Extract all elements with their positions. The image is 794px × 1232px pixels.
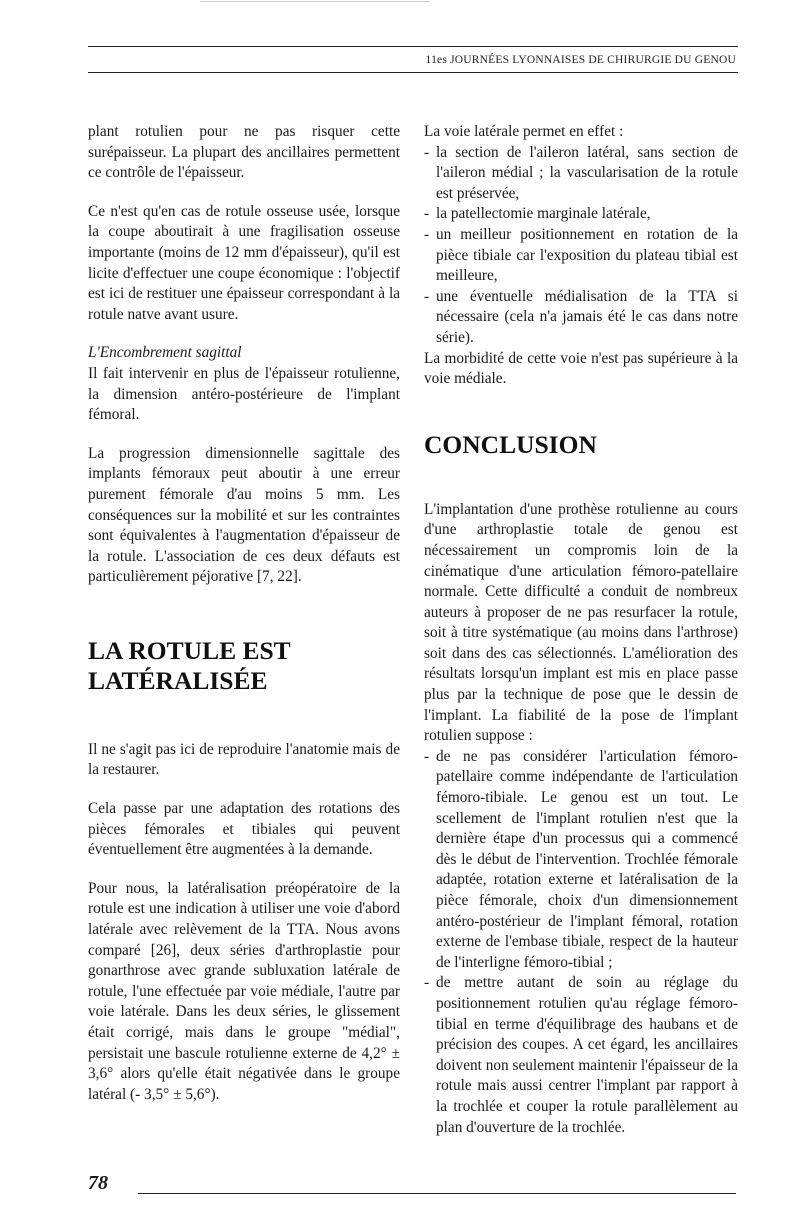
- paragraph: Il ne s'agit pas ici de reproduire l'anatomie mais de la restaurer.: [88, 740, 400, 779]
- paragraph: Cela passe par une adaptation des rotations des pièces fémorales et tibiales qui peuvent éventuellement être augmentées à la demande.: [88, 800, 400, 859]
- list-item: - de mettre autant de soin au réglage du positionnement rotulien qu'au réglage fémoro-tibial en terme d'équilibrage des haubans et de précision des coupes. A cet égard, les ancillaires doivent non seulement maintenir l'épaisseur de la rotule mais aussi centrer l'implant par rapport à la trochlée et couper la rotule parallèlement au plan d'ouverture de la trochlée.: [424, 973, 738, 1138]
- conclusion-heading: CONCLUSION: [424, 429, 597, 459]
- paragraph: Il fait intervenir en plus de l'épaisseur rotulienne, la dimension antéro-postérieure de l'implant fémoral.: [88, 364, 400, 424]
- paragraph: La morbidité de cette voie n'est pas supérieure à la voie médiale.: [424, 349, 738, 388]
- page-number: 78: [88, 1172, 108, 1194]
- paragraph: Ce n'est qu'en cas de rotule osseuse usée, lorsque la coupe aboutirait à une fragilisation osseuse importante (moins de 12 mm d'épaisseur), qu'il est licite d'effectuer une coupe économique : l'objectif est ici de restituer une épaisseur correspondant à la rotule natve avant usure.: [88, 202, 400, 323]
- section-heading-line: LA ROTULE EST: [88, 635, 291, 665]
- paragraph: Pour nous, la latéralisation préopératoire de la rotule est une indication à utiliser une voie d'abord latérale avec relèvement de la TTA. Nous avons comparé [26], deux séries d'arthroplastie pour gonarthrose avec grande subluxation latérale de rotule, l'une effectuée par voie médiale, l'autre par voie latérale. Dans les deux séries, le glissement était corrigé, mais dans le groupe "médial", persistait une bascule rotulienne externe de 4,2° ± 3,6° alors qu'elle était négativée dans le groupe latéral (- 3,5° ± 5,6°).: [88, 879, 400, 1103]
- list-item: - une éventuelle médialisation de la TTA si nécessaire (cela n'a jamais été le cas dans notre série).: [424, 287, 738, 349]
- running-header: 11es JOURNÉES LYONNAISES DE CHIRURGIE DU GENOU: [425, 54, 736, 66]
- section-heading: [88, 636, 400, 696]
- paragraph: La progression dimensionnelle sagittale des implants fémoraux peut aboutir à une erreur purement fémorale d'au moins 5 mm. Les conséquences sur la mobilité et sur les contraintes sont équivalentes à l'augmentation d'épaisseur de la rotule. L'association de ces deux défauts est particulièrement péjorative [7, 22].: [88, 444, 400, 586]
- right-column: [424, 122, 738, 1138]
- list-item: - un meilleur positionnement en rotation de la pièce tibiale car l'exposition du plateau tibial est meilleure,: [424, 225, 738, 287]
- list-item: - de ne pas considérer l'articulation fémoro-patellaire comme indépendante de l'articulation fémoro-tibiale. Le genou est un tout. Le scellement de l'implant rotulien n'est que la dernière étape d'un processus qui a commencé dès le début de l'intervention. Trochlée fémorale adaptée, rotation externe et latéralisation de la pièce fémorale, choix d'un dimensionnement antéro-postérieur de l'implant fémoral, rotation externe de l'embase tibiale, respect de la hauteur de l'interligne fémoro-tibial ;: [424, 747, 738, 974]
- dash-list: [424, 143, 738, 349]
- footer-rule: [138, 1193, 736, 1194]
- paragraph: L'implantation d'une prothèse rotulienne au cours d'une arthroplastie totale de genou est nécessairement un compromis loin de la cinématique d'une articulation fémoro-patellaire normale. Cette difficulté a conduit de nombreux auteurs à proposer de ne pas resurfacer la rotule, soit à titre systématique (au moins dans l'arthrose) soit dans des cas sélectionnés. L'amélioration des résultats lorsqu'un implant est mis en place passe plus par la technique de pose que le dessin de l'implant. La fiabilité de la pose de l'implant rotulien suppose :: [424, 500, 738, 745]
- scan-artifact-rule: [200, 1, 430, 2]
- header-rule-bottom: [88, 72, 738, 73]
- paragraph: La voie latérale permet en effet :: [424, 123, 624, 140]
- list-item: - la section de l'aileron latéral, sans section de l'aileron médial ; la vascularisation de la rotule est préservée,: [424, 143, 738, 205]
- subheading: L'Encombrement sagittal: [88, 344, 242, 362]
- list-item: - la patellectomie marginale latérale,: [424, 204, 738, 225]
- paragraph: plant rotulien pour ne pas risquer cette surépaisseur. La plupart des ancillaires permettent ce contrôle de l'épaisseur.: [88, 123, 400, 182]
- dash-list: [424, 747, 738, 1138]
- left-column: [88, 122, 400, 1105]
- section-heading-line: LATÉRALISÉE: [88, 665, 268, 695]
- header-rule-top: [88, 46, 738, 47]
